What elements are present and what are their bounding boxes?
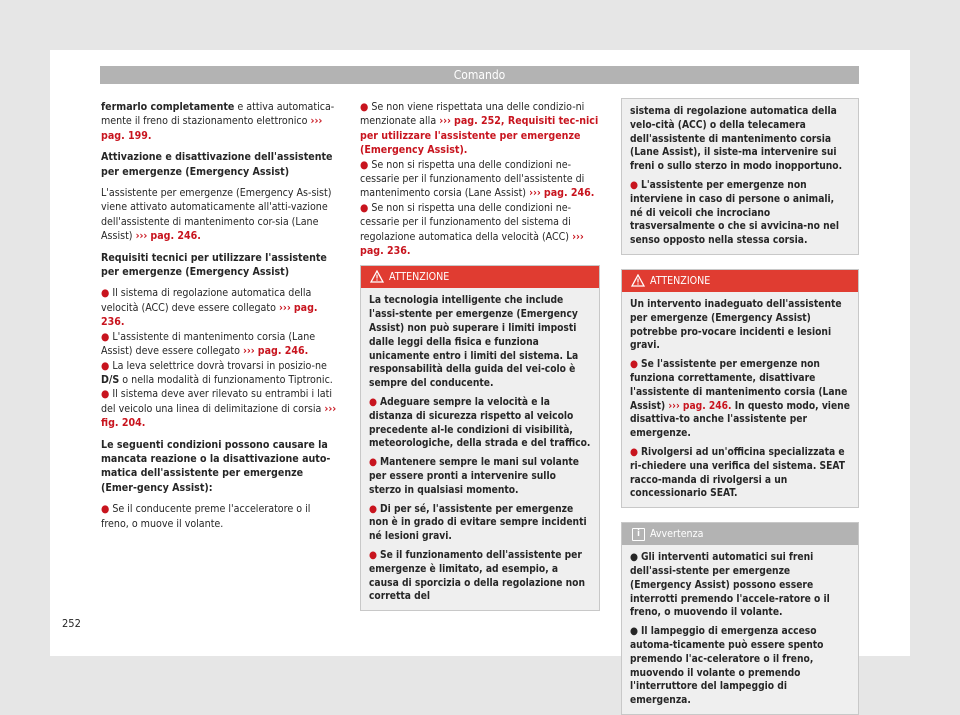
ref-arrow-icon: ››› [135,230,148,243]
list-item-text: Gli interventi automatici sui freni dell'assi-stente per emergenze (Emergency Assist) possono essere interrotti premendo l'accele-ratore o il freno, o muovendo il volante. [630,552,830,619]
list-item [101,387,341,430]
warning-box [621,269,859,508]
warning-header [361,266,599,288]
list-item-text: Se non si rispetta una delle condizioni ne-cessarie per il funzionamento dell'assistente di mantenimento corsia (Lane Assist) [360,158,585,200]
list-item [369,549,591,604]
ref-arrow-icon: ››› [310,115,323,128]
bullet-icon: ● [369,503,377,515]
warning-body [361,288,599,610]
page-reference-link[interactable]: pag. 252, Requisiti tec-nici per utilizzare l'assistente per emergenze (Emergency Assist). [360,115,599,157]
bullet-icon: ● [101,503,110,516]
column-3 [621,100,859,715]
bullet-icon: ● [630,359,638,371]
warning-header [622,270,858,292]
page-reference-link[interactable]: pag. 199. [101,129,152,142]
bullet-icon: ● [101,330,110,343]
ref-arrow-icon: ››› [242,345,255,358]
warning-box [360,265,600,611]
bullet-icon: ● [101,359,110,372]
bullet-icon: ● [101,388,110,401]
bullet-icon: ● [630,626,638,638]
warning-continuation-box [621,98,859,255]
warning-body [622,99,858,254]
page-reference-link[interactable]: pag. 246. [150,230,201,243]
note-box [621,522,859,715]
list-item-text: Se non viene rispettata una delle condizio-ni menzionate alla [360,101,585,128]
page-reference-link[interactable]: pag. 246. [682,400,732,412]
ref-arrow-icon: ››› [439,115,451,128]
warning-title: ATTENZIONE [389,271,450,284]
bullet-icon: ● [630,552,638,564]
activation-text: L'assistente per emergenze (Emergency As-sist) viene attivato automaticamente all'atti-vazione dell'assistente di mantenimento cor-sia (Lane Assist) [101,187,332,243]
bullet-icon: ● [369,550,377,562]
page-reference-link[interactable]: pag. 236. [101,301,318,329]
list-item [630,625,850,708]
ref-arrow-icon: ››› [529,187,541,200]
list-item-text: Se il conducente preme l'acceleratore o il freno, o muove il volante. [101,503,311,530]
info-icon: i [632,528,645,541]
warning-triangle-icon [631,274,645,287]
list-item-text: Mantenere sempre le mani sul volante per essere pronti a intervenire sullo sterzo in qualsiasi momento. [369,457,579,496]
list-item [360,100,600,158]
list-item [101,330,341,359]
page-reference-link[interactable]: pag. 236. [360,245,411,258]
heading-activation: Attivazione e disattivazione dell'assistente per emergenze (Emergency Assist) [101,151,333,178]
list-item-text: In questo modo, viene disattiva-to anche l'assistente per emergenze. [630,400,850,440]
warning-paragraph: Un intervento inadeguato dell'assistente per emergenze (Emergency Assist) potrebbe pro-vocare incidenti e lesioni gravi. [630,298,842,352]
list-item [360,158,600,201]
intro-text: e attiva automatica-mente il freno di stazionamento elettronico [101,101,335,128]
list-item-text: L'assistente di mantenimento corsia (Lane Assist) deve essere collegato [101,330,316,358]
list-item-text: Il sistema deve aver rilevato su entrambi i lati del veicolo una linea di delimitazione di corsia [101,388,333,415]
note-title: Avvertenza [650,528,704,541]
heading-conditions: Le seguenti condizioni possono causare la mancata reazione o la disattivazione auto-matica dell'assistente per emergenze (Emer-gency Assist): [101,438,331,494]
ref-arrow-icon: ››› [668,400,680,412]
list-item [360,201,600,259]
column-2 [360,100,600,611]
page-number: 252 [62,617,81,630]
warning-paragraph: sistema di regolazione automatica della velo-cità (ACC) o della telecamera dell'assistente di mantenimento corsia (Lane Assist), il siste-ma intervenire sui freni o sullo sterzo in modo inopportuno. [630,106,843,173]
list-item-text: Adeguare sempre la velocità e la distanza di sicurezza rispetto al veicolo precedente al-le condizioni di visibilità, meteorologiche, della strada e del traffico. [369,397,591,450]
list-item [630,551,850,620]
list-item-text: Rivolgersi ad un'officina specializzata e ri-chiedere una verifica del sistema. SEAT racco-manda di rivolgersi a un concessionario SEAT. [630,446,845,500]
list-item [630,358,850,441]
bullet-icon: ● [369,457,377,469]
intro-paragraph [101,100,341,143]
column-1 [101,100,341,538]
bullet-icon: ● [101,287,110,300]
bullet-icon: ● [630,179,638,191]
bullet-icon: ● [630,446,638,458]
bullet-icon: ● [369,397,377,409]
warning-paragraph: La tecnologia intelligente che include l'assi-stente per emergenze (Emergency Assist) non può superare i limiti imposti dalle leggi della fisica e funziona unicamente entro i limiti del sistema. La responsabilità della guida del vei-colo è sempre del conducente. [369,295,579,390]
gear-position-label: D/S [101,373,120,386]
bullet-icon: ● [360,101,369,113]
list-item-text: Il sistema di regolazione automatica della velocità (ACC) deve essere collegato [101,287,312,314]
warning-body [622,292,858,507]
section-title: Comando [453,68,506,82]
list-item [630,446,850,501]
list-item [101,502,341,531]
bullet-icon: ● [360,158,369,171]
list-item [369,503,591,544]
note-body [622,545,858,714]
warning-triangle-icon [370,270,384,283]
list-item [369,456,591,497]
list-item [101,359,341,388]
page-reference-link[interactable]: pag. 246. [543,187,595,200]
note-header [622,523,858,545]
list-item-text: Se il funzionamento dell'assistente per emergenze è limitato, ad esempio, a causa di sporcizia o della regolazione non corretta del [369,550,585,603]
list-item-text: Il lampeggio di emergenza acceso automa-ticamente può essere spento premendo l'ac-celeratore o il freno, muovendo il volante o premendo l'interruttore del lampeggio di emergenza. [630,626,824,707]
list-item-text: La leva selettrice dovrà trovarsi in posizio-ne [112,359,327,372]
page-reference-link[interactable]: pag. 246. [257,345,309,358]
list-item [369,396,591,451]
section-header [100,66,859,84]
list-item-text: Se non si rispetta una delle condizioni ne-cessarie per il funzionamento del sistema di regolazione automatica della velocità (ACC) [360,201,572,243]
figure-reference-link[interactable]: fig. 204. [101,417,146,430]
ref-arrow-icon: ››› [279,301,291,314]
warning-title: ATTENZIONE [650,274,711,287]
list-item-text: L'assistente per emergenze non interviene in caso di persone o animali, né di veicoli che incrociano trasversalmente o che si avvicina-no nel senso opposto nella stessa corsia. [630,179,840,247]
intro-bold: fermarlo completamente [101,101,235,113]
list-item-text: o nella modalità di funzionamento Tiptronic. [122,373,333,386]
ref-arrow-icon: ››› [572,230,584,243]
list-item [101,286,341,329]
ref-arrow-icon: ››› [324,402,337,415]
list-item-text: Di per sé, l'assistente per emergenze non è in grado di evitare sempre incidenti né lesioni gravi. [369,503,587,543]
list-item [630,179,850,248]
bullet-icon: ● [360,201,369,214]
list-item-text: Se l'assistente per emergenze non funziona correttamente, disattivare l'assistente di mantenimento corsia (Lane Assist) [630,359,848,412]
heading-requirements: Requisiti tecnici per utilizzare l'assistente per emergenze (Emergency Assist) [101,251,327,279]
activation-paragraph [101,186,341,244]
